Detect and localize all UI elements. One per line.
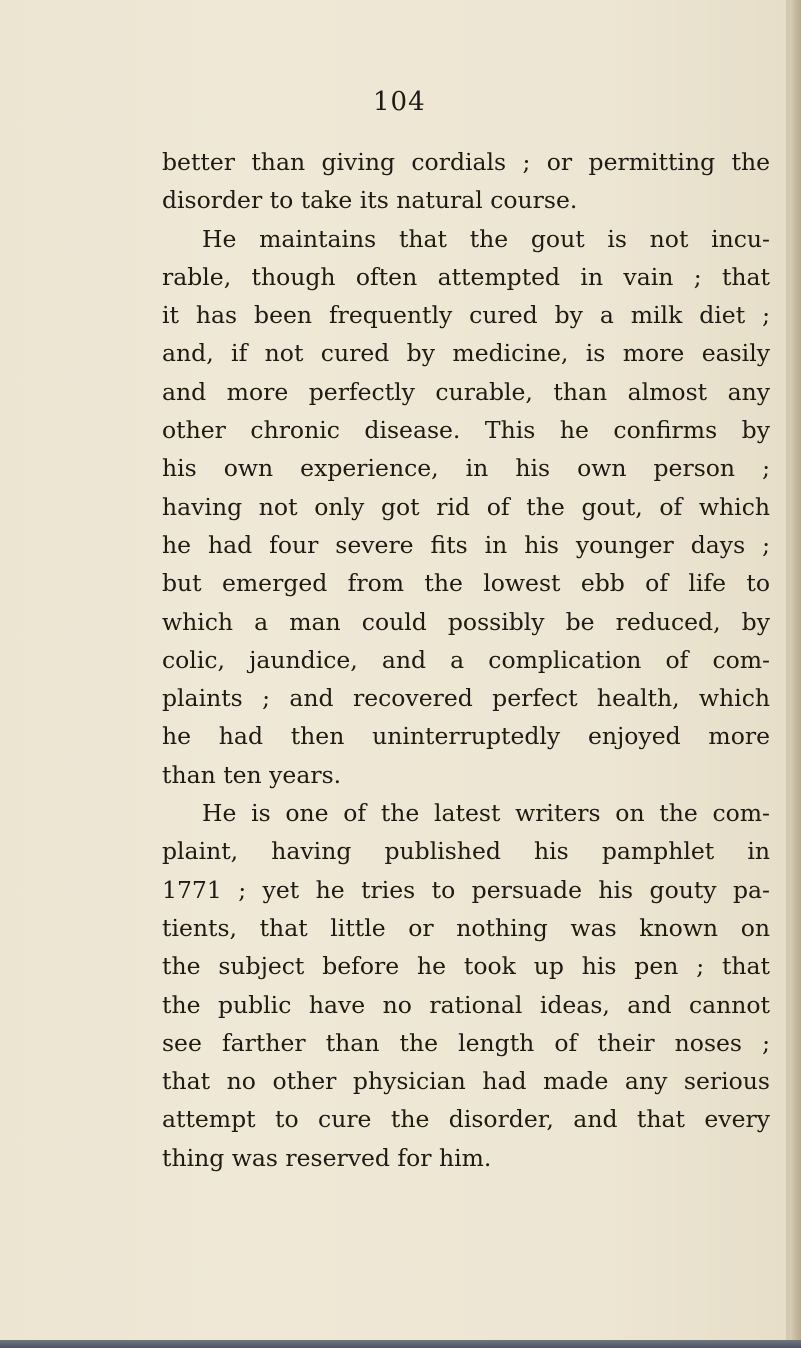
text-line: see farther than the length of their noses ; — [162, 1028, 770, 1057]
text-line: attempt to cure the disorder, and that every — [162, 1105, 770, 1134]
text-line: and, if not cured by medicine, is more easily — [162, 339, 770, 368]
text-line: other chronic disease. This he confirms by — [162, 416, 770, 445]
scan-edge — [0, 1340, 801, 1348]
text-line: tients, that little or nothing was known on — [162, 913, 770, 942]
text-line: He maintains that the gout is not incu- — [202, 224, 770, 253]
text-line: having not only got rid of the gout, of which — [162, 492, 770, 521]
page-number: 104 — [373, 87, 426, 117]
text-line: his own experience, in his own person ; — [162, 454, 770, 483]
text-line: He is one of the latest writers on the com- — [202, 799, 770, 828]
text-line: disorder to take its natural course. — [162, 186, 578, 215]
text-line: he had four severe fits in his younger days ; — [162, 530, 770, 559]
body-text — [162, 143, 770, 1177]
text-line: and more perfectly curable, than almost any — [162, 377, 770, 406]
text-line: that no other physician had made any serious — [162, 1067, 770, 1096]
text-line: plaints ; and recovered perfect health, which — [162, 684, 770, 713]
text-line: better than giving cordials ; or permitting the — [162, 148, 770, 176]
text-line: he had then uninterruptedly enjoyed more — [162, 722, 770, 751]
text-line: it has been frequently cured by a milk diet ; — [162, 301, 770, 330]
text-line: 1771 ; yet he tries to persuade his gouty pa- — [162, 875, 770, 904]
text-line: but emerged from the lowest ebb of life to — [162, 569, 770, 598]
page-edge — [790, 0, 801, 1348]
text-line: rable, though often attempted in vain ; that — [162, 262, 770, 291]
text-line: the subject before he took up his pen ; that — [162, 952, 770, 981]
text-line: the public have no rational ideas, and cannot — [162, 990, 770, 1019]
text-line: which a man could possibly be reduced, by — [162, 607, 770, 636]
text-line: than ten years. — [162, 760, 342, 789]
text-line: colic, jaundice, and a complication of com- — [162, 645, 770, 674]
text-line: plaint, having published his pamphlet in — [162, 837, 770, 866]
text-line: thing was reserved for him. — [162, 1143, 492, 1172]
